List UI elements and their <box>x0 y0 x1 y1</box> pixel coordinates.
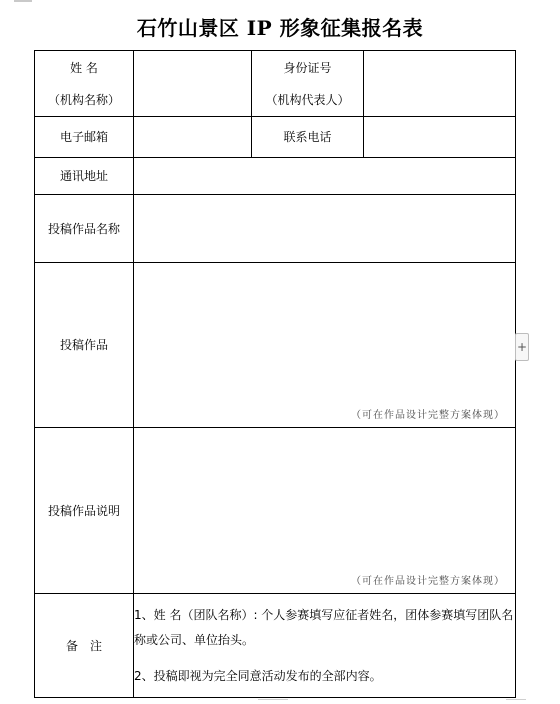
work-label: 投稿作品 <box>35 263 134 428</box>
bottom-edge-mark <box>258 699 288 704</box>
notes-content <box>134 594 516 698</box>
name-label-cell <box>35 51 134 117</box>
address-field[interactable] <box>134 158 516 195</box>
id-sub-label: （机构代表人） <box>265 92 350 107</box>
row-email-phone <box>35 117 516 158</box>
side-handle-glyph: + <box>516 340 528 354</box>
name-label: 姓 名 <box>70 60 98 75</box>
work-name-label: 投稿作品名称 <box>35 195 134 263</box>
bottom-edge-mark-right <box>506 699 526 704</box>
note-item-2: 2、投稿即视为完全同意活动发布的全部内容。 <box>134 668 382 683</box>
row-name-id <box>35 51 516 117</box>
phone-label: 联系电话 <box>252 117 364 158</box>
email-label: 电子邮箱 <box>35 117 134 158</box>
id-label: 身份证号 <box>283 60 332 75</box>
name-sub-label: （机构名称） <box>47 92 120 107</box>
row-work <box>35 263 516 428</box>
phone-field[interactable] <box>364 117 516 158</box>
work-field[interactable] <box>134 263 516 428</box>
address-label: 通讯地址 <box>35 158 134 195</box>
row-address <box>35 158 516 195</box>
work-hint: （可在作品设计完整方案体现） <box>351 410 505 421</box>
registration-form-table <box>34 50 516 698</box>
row-notes <box>35 594 516 698</box>
work-desc-hint: （可在作品设计完整方案体现） <box>351 576 505 587</box>
row-work-description <box>35 428 516 594</box>
work-desc-field[interactable] <box>134 428 516 594</box>
notes-label: 备 注 <box>35 594 134 698</box>
row-work-name <box>35 195 516 263</box>
plus-icon[interactable] <box>515 333 529 361</box>
note-item-1: 1、姓 名（团队名称）: 个人参赛填写应征者姓名，团体参赛填写团队名称或公司、单位抬头。 <box>134 607 514 647</box>
work-desc-label: 投稿作品说明 <box>35 428 134 594</box>
document-title: 石竹山景区 IP 形象征集报名表 <box>136 16 424 40</box>
page-corner-mark <box>14 0 32 2</box>
work-name-field[interactable] <box>134 195 516 263</box>
email-field[interactable] <box>134 117 252 158</box>
id-field[interactable] <box>364 51 516 117</box>
id-label-cell <box>252 51 364 117</box>
name-field[interactable] <box>134 51 252 117</box>
